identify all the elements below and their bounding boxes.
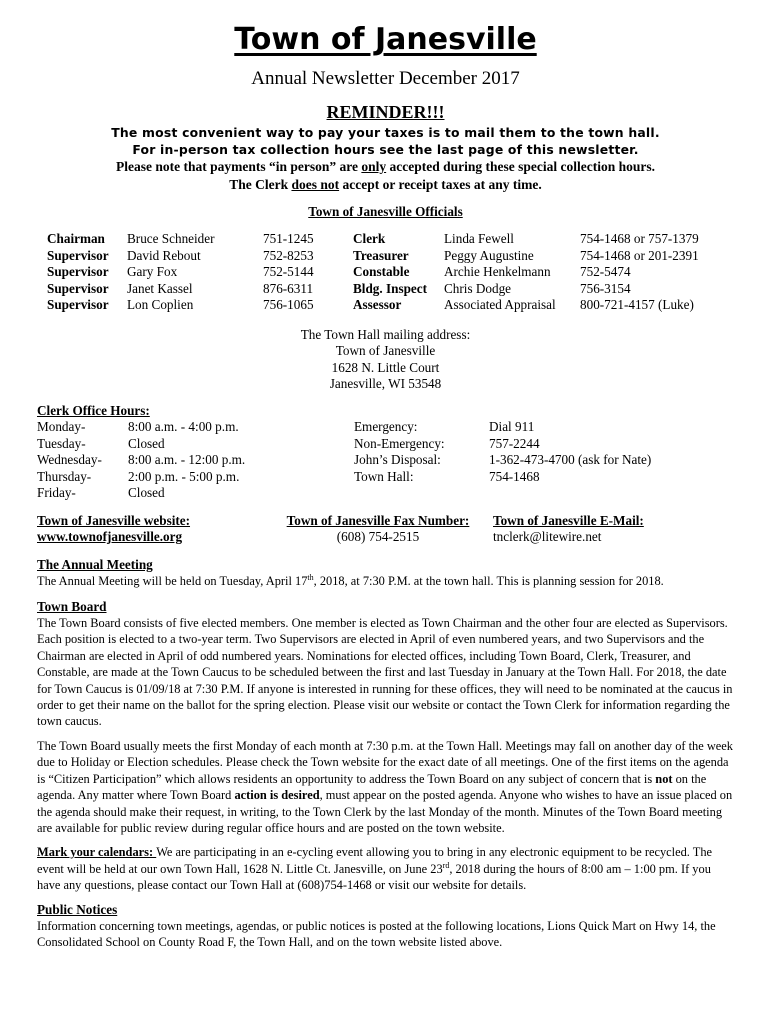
hours-time: Closed — [128, 485, 165, 501]
town-board-paragraph-2 — [37, 738, 734, 836]
calendars-label: Mark your calendars: — [37, 845, 157, 860]
official-phone: 752-8253 — [263, 247, 314, 263]
official-name: Linda Fewell — [444, 231, 514, 247]
official-name: Peggy Augustine — [444, 247, 534, 263]
website-label: Town of Janesville website: — [37, 512, 191, 528]
reminder-line-4 — [37, 176, 734, 194]
mailing-line: 1628 N. Little Court — [331, 359, 440, 375]
official-name: Janet Kassel — [127, 280, 193, 296]
reminder-line-3 — [37, 158, 734, 176]
page-title: Town of Janesville — [234, 22, 537, 57]
annual-meeting-text-a: The Annual Meeting will be held on Tuesday, April 17 — [37, 574, 308, 589]
annual-meeting-text-b: , 2018, at 7:30 P.M. at the town hall. This is planning session for 2018. — [313, 574, 664, 589]
official-role: Constable — [353, 264, 410, 280]
mailing-address — [37, 327, 734, 393]
official-role: Supervisor — [47, 297, 109, 313]
official-phone: 756-1065 — [263, 297, 314, 313]
official-role: Treasurer — [353, 247, 409, 263]
hours-day: Friday- — [37, 485, 76, 501]
reminder-line-3-c: accepted during these special collection hours. — [386, 159, 655, 174]
town-board-p2-not: not — [655, 771, 673, 786]
newsletter-page — [37, 22, 734, 951]
town-board-p2-c: , must appear on the posted agenda. Anyone who wishes to have an issue placed on the agenda should make their request, in writing, to the Town Clerk by the last Monday of the month. Minutes of the Town Board meeting are available for public review during regular office hours and are posted on the town website. — [37, 788, 733, 835]
calendars-paragraph — [37, 844, 734, 893]
official-role: Bldg. Inspect — [353, 280, 428, 296]
annual-meeting-sup: th — [307, 573, 314, 583]
official-role: Chairman — [47, 231, 105, 247]
phone-label: John’s Disposal: — [354, 452, 441, 468]
fax-number: (608) 754-2515 — [336, 529, 420, 545]
mailing-line: The Town Hall mailing address: — [300, 326, 471, 342]
reminder-line-3-a: Please note that payments “in person” are — [116, 159, 362, 174]
contact-info — [37, 513, 734, 546]
hours-time: 8:00 a.m. - 4:00 p.m. — [128, 419, 239, 435]
clerk-hours-heading: Clerk Office Hours: — [37, 402, 150, 418]
reminder-line-3-only: only — [361, 159, 387, 174]
page-subtitle: Annual Newsletter December 2017 — [251, 68, 520, 89]
official-phone: 752-5474 — [580, 264, 631, 280]
reminder-line-4-a: The Clerk — [229, 177, 292, 192]
reminder-heading: REMINDER!!! — [326, 102, 445, 122]
mailing-line: Town of Janesville — [335, 343, 436, 359]
email-label: Town of Janesville E-Mail: — [493, 512, 644, 528]
hours-day: Thursday- — [37, 468, 92, 484]
calendars-text-a: We are participating in an e-cycling event allowing you to bring in any electronic equipment to be recycled. The event will be held at our own Town Hall, 1628 N. Little Ct. Janesville, on June 23 — [37, 845, 713, 876]
official-phone: 754-1468 or 201-2391 — [580, 247, 699, 263]
phone-label: Emergency: — [354, 419, 418, 435]
town-board-heading: Town Board — [37, 598, 107, 614]
reminder-line-1: The most convenient way to pay your taxes is to mail them to the town hall. — [111, 125, 660, 140]
official-name: Chris Dodge — [444, 280, 512, 296]
calendars-text-b: , 2018 during the hours of 8:00 am – 1:00 pm. If you have any questions, please contact our Town Hall at (608)754-1468 or visit our website for details. — [37, 861, 711, 893]
officials-table — [47, 231, 734, 314]
phone-value: 757-2244 — [489, 435, 540, 451]
annual-meeting-text — [37, 573, 734, 589]
official-name: Bruce Schneider — [127, 231, 215, 247]
reminder-line-4-c: accept or receipt taxes at any time. — [339, 177, 542, 192]
official-phone: 752-5144 — [263, 264, 314, 280]
officials-heading: Town of Janesville Officials — [308, 204, 463, 219]
official-role: Assessor — [353, 297, 402, 313]
phone-value — [489, 485, 689, 502]
official-name: Gary Fox — [127, 264, 178, 280]
website-link[interactable]: www.townofjanesville.org — [37, 529, 183, 545]
hours-time: 2:00 p.m. - 5:00 p.m. — [128, 468, 240, 484]
hours-day: Wednesday- — [37, 452, 102, 468]
calendars-sup: rd — [442, 860, 450, 870]
reminder-line-4-doesnot: does not — [291, 177, 340, 192]
hours-time: 8:00 a.m. - 12:00 p.m. — [128, 452, 246, 468]
phone-label — [354, 485, 489, 502]
hours-day: Tuesday- — [37, 435, 86, 451]
reminder-line-2: For in-person tax collection hours see the last page of this newsletter. — [132, 142, 639, 157]
phone-label: Non-Emergency: — [354, 435, 445, 451]
hours-day: Monday- — [37, 419, 86, 435]
official-name: Associated Appraisal — [444, 297, 556, 313]
clerk-hours-table — [37, 419, 734, 502]
email-address[interactable]: tnclerk@litewire.net — [493, 529, 602, 545]
official-name: Archie Henkelmann — [444, 264, 551, 280]
official-role: Clerk — [353, 231, 386, 247]
phone-label: Town Hall: — [354, 468, 414, 484]
mailing-line: Janesville, WI 53548 — [329, 376, 442, 392]
public-notices-text: Information concerning town meetings, agendas, or public notices is posted at the following locations, Lions Quick Mart on Hwy 14, the Consolidated School on County Road F, the Town Hall, and on the town website listed above. — [37, 918, 716, 950]
official-phone: 751-1245 — [263, 231, 314, 247]
fax-label: Town of Janesville Fax Number: — [286, 512, 470, 528]
official-phone: 756-3154 — [580, 280, 631, 296]
hours-time: Closed — [128, 435, 165, 451]
official-role: Supervisor — [47, 280, 109, 296]
town-board-p2-a: The Town Board usually meets the first Monday of each month at 7:30 p.m. at the Town Hall. Meetings may fall on another day of the week due to Holiday or Election schedules. Please check the Town website for the exact date of all meetings. One of the first items on the agenda is “Citizen Participation” which allows residents an opportunity to address the Town Board on any subject of concern that is — [37, 738, 733, 786]
phone-value: 1-362-473-4700 (ask for Nate) — [489, 452, 652, 468]
public-notices-heading: Public Notices — [37, 901, 118, 917]
phone-value: 754-1468 — [489, 468, 540, 484]
official-role: Supervisor — [47, 264, 109, 280]
official-role: Supervisor — [47, 247, 109, 263]
official-phone: 876-6311 — [263, 280, 314, 296]
official-name: David Rebout — [127, 247, 201, 263]
official-name: Lon Coplien — [127, 297, 194, 313]
official-phone: 800-721-4157 (Luke) — [580, 297, 694, 313]
official-phone: 754-1468 or 757-1379 — [580, 231, 699, 247]
town-board-p2-b: on the agenda. Any matter where Town Board — [37, 771, 707, 803]
town-board-paragraph-1: The Town Board consists of five elected members. One member is elected as Town Chairman and the other four are elected as Supervisors. Each position is elected to a two-year term. Two Supervisors are elected in April of even numbered years, and two Supervisors and the Chairman are elected in April of odd numbered years. Nominations for elected offices, including Town Board, Clerk, Treasurer, and Constable, are made at the Town Caucus to be scheduled between the first and last Tuesday in January at the Town Hall. For 2018, the date for Town Caucus is 01/09/18 at 7:30 P.M. If anyone is interested in running for these offices, they will need to be nominated at the caucus in order to get their name on the ballot for the spring election. Please visit our website or contact the Town Clerk for information regarding the town caucus. — [37, 616, 733, 729]
phone-value: Dial 911 — [489, 419, 535, 435]
annual-meeting-heading: The Annual Meeting — [37, 556, 153, 572]
town-board-p2-action: action is desired — [234, 788, 320, 803]
